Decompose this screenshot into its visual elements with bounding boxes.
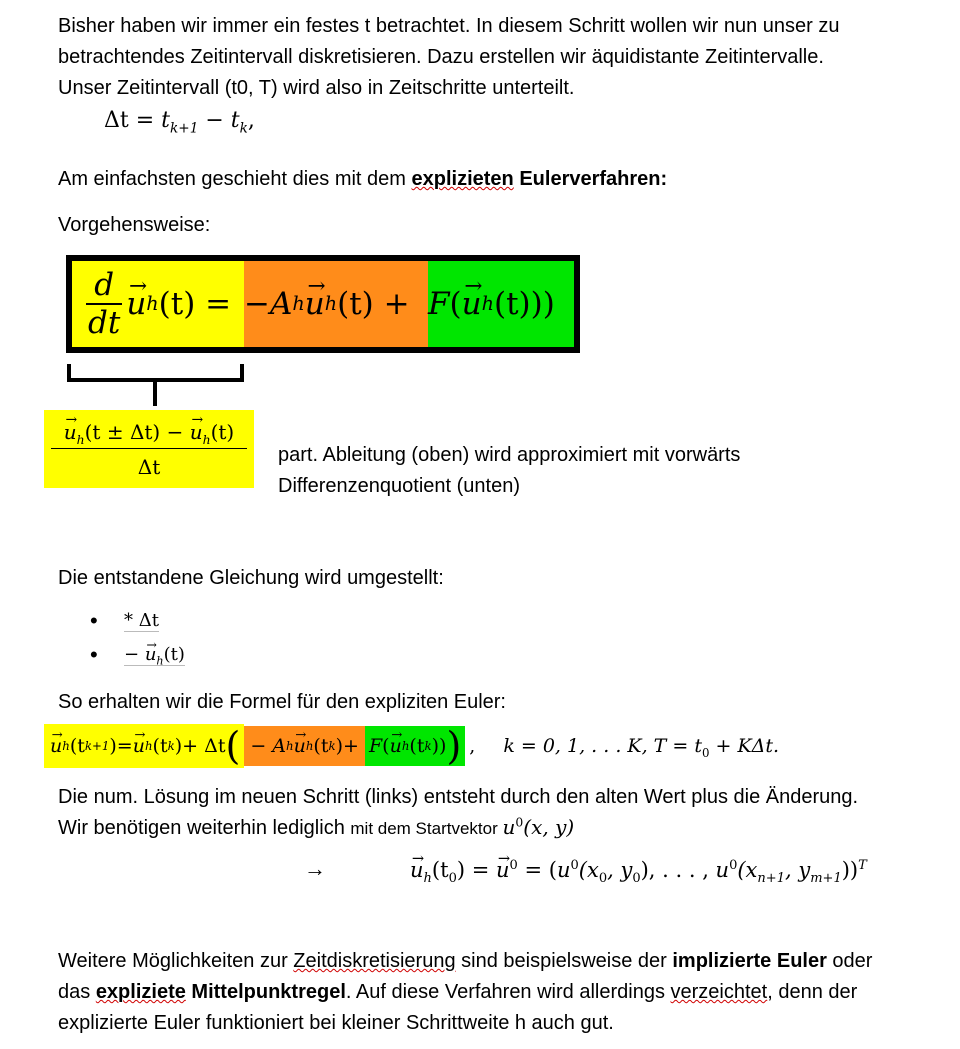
operations-list bbox=[90, 604, 210, 672]
result-line-1: Die num. Lösung im neuen Schritt (links) entsteht durch den alten Wert plus die Änderung. bbox=[58, 786, 859, 808]
start-vector: $u^0(x$, y) bbox=[502, 814, 575, 839]
spelling-flag: verzeichtet bbox=[670, 981, 768, 1003]
intro-line-2: betrachtendes Zeitintervall diskretisieren. Dazu erstellen wir äquidistante Zeitintervalle. bbox=[58, 46, 824, 68]
outro-paragraph bbox=[58, 946, 872, 1039]
outro-line-3: explizierte Euler funktioniert bei kleiner Schrittweite h auch gut. bbox=[58, 1012, 614, 1034]
spelling-flag: Zeitdiskretisierung bbox=[293, 950, 456, 972]
intro-line-3: Unser Zeitintervall (t0, T) wird also in Zeitschritte unterteilt. bbox=[58, 77, 575, 99]
nonlinear-term: F ( → u h (t) )) bbox=[428, 261, 574, 347]
euler-lhs: → u h (t k+1 ) = → u h (t k ) + Δt ( bbox=[44, 724, 244, 768]
procedure-heading: Vorgehensweise: bbox=[58, 214, 211, 236]
simplest-method-line: Am einfachsten geschieht dies mit dem explizieten Eulerverfahren: bbox=[58, 168, 668, 190]
derivative-term: $\frac{d}{dt}$ → u h (t) = bbox=[72, 261, 244, 347]
intro-paragraph bbox=[58, 11, 839, 104]
rearranged-line: Die entstandene Gleichung wird umgestellt: bbox=[58, 567, 444, 589]
delta-t-formula: $\Delta t = t_{k+1} - t_k$, bbox=[104, 108, 255, 137]
euler-linear-term: − A h → u h (t k ) + bbox=[244, 726, 365, 766]
list-item: • * Δt bbox=[90, 608, 159, 633]
curly-brace bbox=[66, 360, 246, 410]
initial-condition-formula: → $u_h(t_0)$ = → $u^0 = (u^0(x_0$, $y_0$), . . . , $u^0(x_{n+1}$, $y_{m+1}))^T$ bbox=[410, 858, 867, 882]
result-line-2: Wir benötigen weiterhin lediglich mit dem Startvektor $u^0(x$, y) bbox=[58, 814, 575, 839]
linear-term: −A h → u h (t) + bbox=[244, 261, 428, 347]
spelling-flag: expliziete bbox=[95, 981, 186, 1003]
d-dt-fraction: $\frac{d}{dt}$ bbox=[88, 267, 121, 341]
euler-index-range: k = 0, 1, . . . K, $T = t_0 + K\Delta t$. bbox=[503, 735, 780, 760]
difference-quotient: → $\frac{u_h(t \pm \Delta t) - \to u_h(t)}{\Delta t}$ bbox=[44, 410, 254, 488]
list-item: • − → $u_h(t)$ bbox=[90, 638, 210, 672]
euler-nonlinear-term: F ( → u h (t k )) ) bbox=[365, 726, 465, 766]
derivative-note: part. Ableitung (oben) wird approximiert mit vorwärts Differenzenquotient (unten) bbox=[278, 444, 741, 497]
outro-line-2: das expliziete Mittelpunktregel. Auf diese Verfahren wird allerdings verzeichtet, denn der bbox=[58, 981, 858, 1003]
boxed-ode-equation bbox=[66, 255, 580, 353]
formula-intro: So erhalten wir die Formel für den expliziten Euler: bbox=[58, 691, 506, 713]
explicit-euler-formula: → u h (t k+1 ) = → u h (t k ) + Δt ( − A h → u h (t k ) + F ( → u h (t k )) ) , k = 0, 1, . . . K, $T = t_0 + K\Delta t$. bbox=[44, 722, 779, 770]
intro-line-1: Bisher haben wir immer ein festes t betrachtet. In diesem Schritt wollen wir nun unser zu bbox=[58, 15, 840, 37]
arrow-right-icon: → bbox=[304, 856, 326, 881]
outro-line-1: Weitere Möglichkeiten zur Zeitdiskretisierung sind beispielsweise der implizierte Euler oder bbox=[58, 950, 873, 972]
spelling-flag: explizieten bbox=[411, 168, 514, 190]
